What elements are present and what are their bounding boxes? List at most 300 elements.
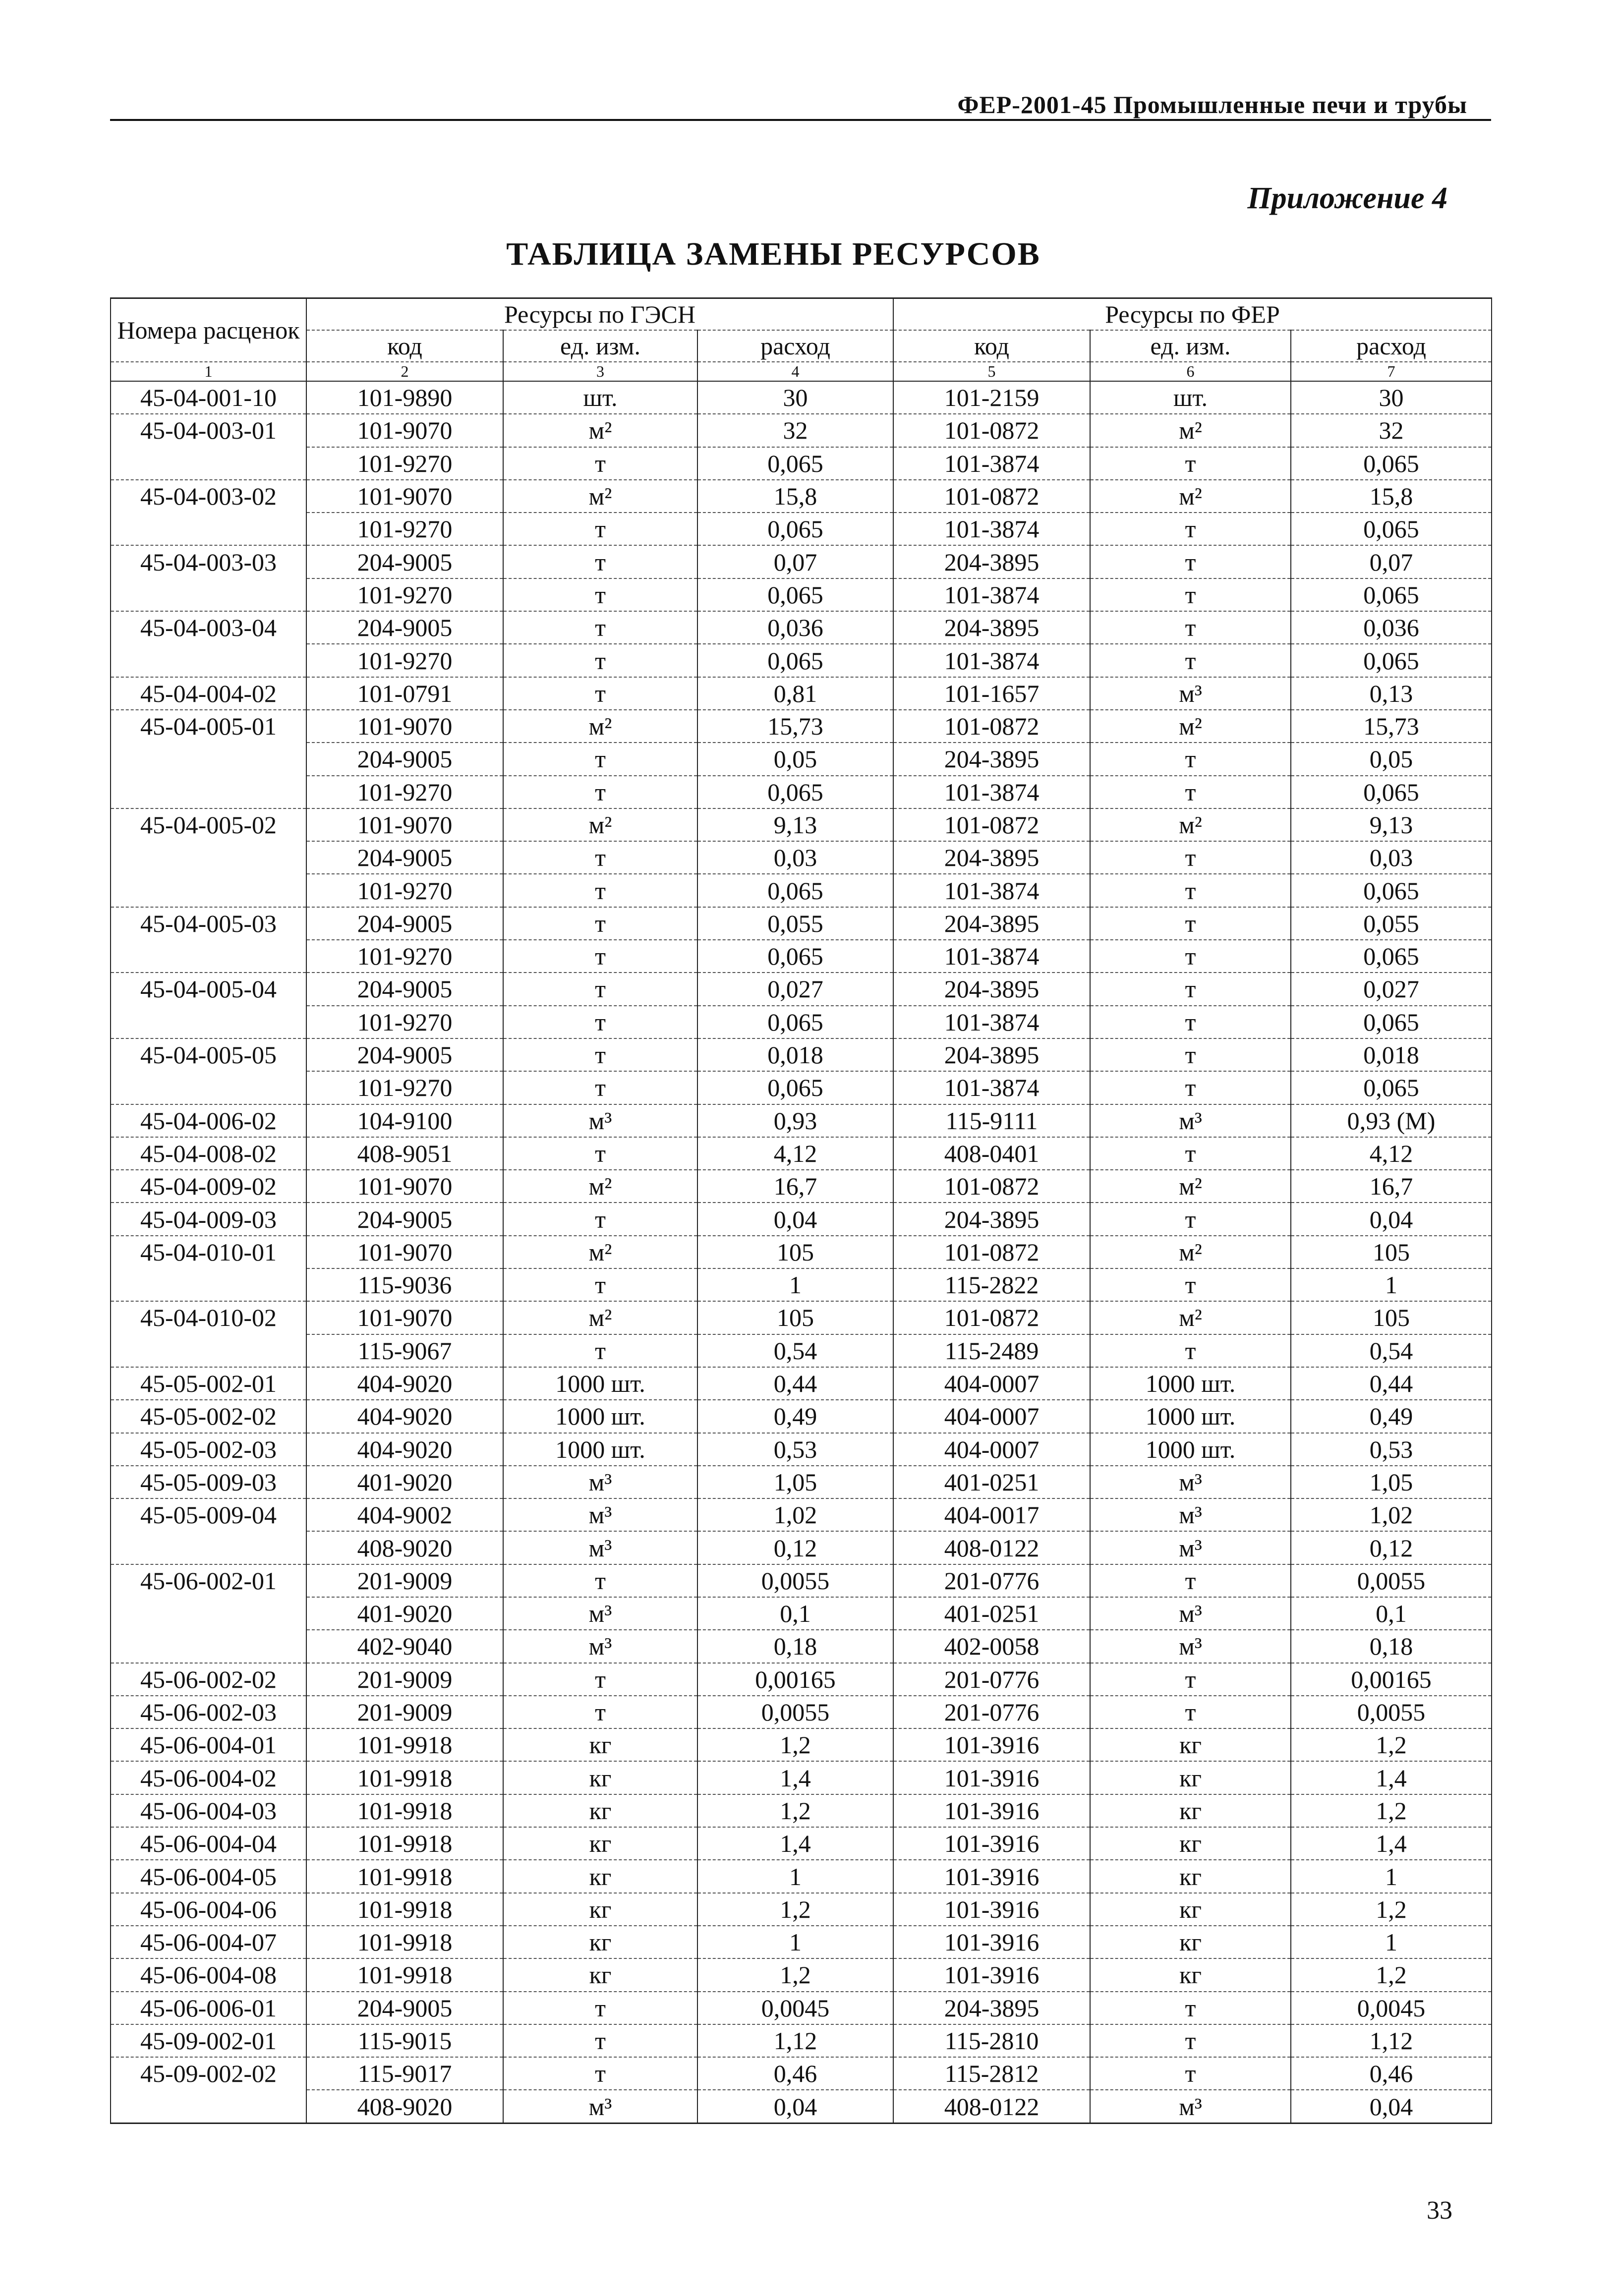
rate-code-cell: 45-04-005-03 <box>111 907 306 940</box>
gesn-consumption-cell: 0,03 <box>697 841 893 874</box>
table-row <box>111 1564 1492 1597</box>
gesn-unit-cell: т <box>503 644 697 677</box>
fer-consumption-cell: 0,04 <box>1291 1203 1492 1235</box>
gesn-unit-cell: т <box>503 1663 697 1696</box>
table-row <box>111 611 1492 644</box>
rate-code-cell: 45-06-004-04 <box>111 1827 306 1860</box>
fer-unit-cell: м³ <box>1090 1597 1291 1630</box>
gesn-unit-cell: м³ <box>503 2090 697 2123</box>
gesn-code-cell: 101-9918 <box>306 1761 503 1794</box>
fer-code-cell: 201-0776 <box>893 1564 1090 1597</box>
gesn-code-cell: 204-9005 <box>306 1038 503 1071</box>
gesn-unit-cell: м² <box>503 414 697 447</box>
fer-unit-cell: кг <box>1090 1827 1291 1860</box>
gesn-code-cell: 101-9918 <box>306 1860 503 1893</box>
fer-consumption-cell: 15,8 <box>1291 480 1492 513</box>
gesn-consumption-cell: 1,4 <box>697 1827 893 1860</box>
gesn-consumption-cell: 0,04 <box>697 2090 893 2123</box>
table-row <box>111 480 1492 513</box>
fer-unit-cell: т <box>1090 1137 1291 1170</box>
gesn-code-cell: 101-9270 <box>306 776 503 808</box>
gesn-code-cell: 101-9070 <box>306 710 503 743</box>
fer-code-cell: 408-0401 <box>893 1137 1090 1170</box>
gesn-unit-cell: т <box>503 1038 697 1071</box>
fer-code-cell: 101-3916 <box>893 1794 1090 1827</box>
rate-code-cell: 45-06-004-03 <box>111 1794 306 1827</box>
fer-code-cell: 204-3895 <box>893 973 1090 1005</box>
rate-code-cell: 45-04-005-01 <box>111 710 306 743</box>
rate-code-cell: 45-04-006-02 <box>111 1104 306 1137</box>
table-row <box>111 447 1492 480</box>
fer-code-cell: 204-3895 <box>893 1203 1090 1235</box>
fer-consumption-cell: 0,44 <box>1291 1367 1492 1400</box>
gesn-code-cell: 408-9020 <box>306 1531 503 1564</box>
gesn-code-cell: 115-9067 <box>306 1334 503 1367</box>
gesn-consumption-cell: 0,055 <box>697 907 893 940</box>
gesn-unit-cell: шт. <box>503 381 697 414</box>
table-row <box>111 874 1492 907</box>
gesn-unit-cell: м³ <box>503 1466 697 1498</box>
gesn-consumption-cell: 0,0055 <box>697 1564 893 1597</box>
gesn-consumption-cell: 1 <box>697 1926 893 1958</box>
gesn-unit-cell: т <box>503 776 697 808</box>
fer-code-cell: 115-2822 <box>893 1268 1090 1301</box>
table-row <box>111 1827 1492 1860</box>
fer-unit-cell: т <box>1090 1564 1291 1597</box>
fer-code-cell: 115-9111 <box>893 1104 1090 1137</box>
table-row <box>111 1992 1492 2024</box>
fer-consumption-cell: 1,4 <box>1291 1761 1492 1794</box>
fer-unit-cell: кг <box>1090 1761 1291 1794</box>
fer-code-cell: 115-2489 <box>893 1334 1090 1367</box>
gesn-code-cell: 104-9100 <box>306 1104 503 1137</box>
fer-unit-cell: м³ <box>1090 2090 1291 2123</box>
fer-consumption-cell: 1,12 <box>1291 2024 1492 2057</box>
fer-code-cell: 101-3874 <box>893 578 1090 611</box>
rate-code-cell <box>111 2090 306 2123</box>
gesn-consumption-cell: 0,53 <box>697 1433 893 1466</box>
gesn-unit-cell: м³ <box>503 1498 697 1531</box>
rate-code-cell: 45-05-002-01 <box>111 1367 306 1400</box>
gesn-unit-cell: т <box>503 1334 697 1367</box>
table-row <box>111 1268 1492 1301</box>
gesn-consumption-cell: 0,1 <box>697 1597 893 1630</box>
fer-code-cell: 101-0872 <box>893 1236 1090 1268</box>
gesn-code-cell: 204-9005 <box>306 1992 503 2024</box>
fer-consumption-cell: 1,05 <box>1291 1466 1492 1498</box>
gesn-code-cell: 101-9270 <box>306 1006 503 1038</box>
gesn-unit-cell: т <box>503 1071 697 1104</box>
fer-consumption-cell: 0,12 <box>1291 1531 1492 1564</box>
gesn-code-cell: 101-9270 <box>306 1071 503 1104</box>
fer-consumption-cell: 0,065 <box>1291 940 1492 973</box>
fer-consumption-cell: 15,73 <box>1291 710 1492 743</box>
gesn-unit-cell: кг <box>503 1893 697 1926</box>
fer-consumption-cell: 30 <box>1291 381 1492 414</box>
fer-consumption-cell: 0,065 <box>1291 513 1492 545</box>
rate-code-cell: 45-04-003-02 <box>111 480 306 513</box>
rate-code-cell: 45-05-002-03 <box>111 1433 306 1466</box>
table-row <box>111 1794 1492 1827</box>
rate-code-cell: 45-05-009-04 <box>111 1498 306 1531</box>
gesn-consumption-cell: 0,18 <box>697 1630 893 1663</box>
gesn-code-cell: 101-9070 <box>306 1170 503 1203</box>
gesn-unit-cell: т <box>503 447 697 480</box>
header-gesn-unit: ед. изм. <box>503 330 697 362</box>
gesn-code-cell: 101-9918 <box>306 1926 503 1958</box>
gesn-code-cell: 101-9270 <box>306 513 503 545</box>
fer-code-cell: 201-0776 <box>893 1696 1090 1728</box>
gesn-unit-cell: т <box>503 743 697 775</box>
table-row <box>111 1400 1492 1433</box>
fer-code-cell: 204-3895 <box>893 611 1090 644</box>
table-row <box>111 1466 1492 1498</box>
table-row <box>111 1367 1492 1400</box>
gesn-code-cell: 404-9002 <box>306 1498 503 1531</box>
rate-code-cell <box>111 1531 306 1564</box>
gesn-consumption-cell: 0,065 <box>697 874 893 907</box>
gesn-unit-cell: м² <box>503 1301 697 1334</box>
fer-code-cell: 204-3895 <box>893 1992 1090 2024</box>
gesn-unit-cell: м³ <box>503 1630 697 1663</box>
fer-consumption-cell: 0,00165 <box>1291 1663 1492 1696</box>
header-rule <box>110 119 1491 121</box>
gesn-code-cell: 101-9270 <box>306 940 503 973</box>
fer-consumption-cell: 0,0045 <box>1291 1992 1492 2024</box>
gesn-code-cell: 204-9005 <box>306 841 503 874</box>
gesn-unit-cell: т <box>503 2024 697 2057</box>
rate-code-cell: 45-06-006-01 <box>111 1992 306 2024</box>
resource-replacement-table <box>110 297 1492 2124</box>
fer-consumption-cell: 0,46 <box>1291 2057 1492 2090</box>
gesn-consumption-cell: 16,7 <box>697 1170 893 1203</box>
rate-code-cell: 45-04-005-02 <box>111 808 306 841</box>
gesn-code-cell: 408-9020 <box>306 2090 503 2123</box>
gesn-consumption-cell: 0,05 <box>697 743 893 775</box>
fer-code-cell: 101-3916 <box>893 1893 1090 1926</box>
rate-code-cell: 45-04-003-01 <box>111 414 306 447</box>
fer-code-cell: 101-3874 <box>893 1006 1090 1038</box>
fer-unit-cell: м³ <box>1090 1630 1291 1663</box>
fer-unit-cell: кг <box>1090 1860 1291 1893</box>
fer-consumption-cell: 1,02 <box>1291 1498 1492 1531</box>
gesn-consumption-cell: 105 <box>697 1236 893 1268</box>
table-row <box>111 414 1492 447</box>
fer-unit-cell: т <box>1090 874 1291 907</box>
gesn-unit-cell: м² <box>503 1236 697 1268</box>
gesn-unit-cell: т <box>503 611 697 644</box>
fer-code-cell: 101-3916 <box>893 1860 1090 1893</box>
gesn-unit-cell: кг <box>503 1761 697 1794</box>
fer-consumption-cell: 0,18 <box>1291 1630 1492 1663</box>
gesn-unit-cell: т <box>503 1564 697 1597</box>
gesn-unit-cell: т <box>503 2057 697 2090</box>
fer-consumption-cell: 1 <box>1291 1268 1492 1301</box>
rate-code-cell <box>111 1268 306 1301</box>
fer-code-cell: 101-3916 <box>893 1761 1090 1794</box>
fer-consumption-cell: 0,93 (М) <box>1291 1104 1492 1137</box>
fer-consumption-cell: 0,065 <box>1291 447 1492 480</box>
fer-unit-cell: 1000 шт. <box>1090 1400 1291 1433</box>
gesn-code-cell: 101-9270 <box>306 578 503 611</box>
gesn-consumption-cell: 1 <box>697 1860 893 1893</box>
gesn-code-cell: 404-9020 <box>306 1433 503 1466</box>
fer-code-cell: 404-0007 <box>893 1367 1090 1400</box>
gesn-unit-cell: кг <box>503 1827 697 1860</box>
fer-code-cell: 101-0872 <box>893 1301 1090 1334</box>
fer-unit-cell: м³ <box>1090 1466 1291 1498</box>
fer-consumption-cell: 0,04 <box>1291 2090 1492 2123</box>
gesn-code-cell: 101-9918 <box>306 1958 503 1991</box>
column-number: 3 <box>503 362 697 381</box>
gesn-consumption-cell: 15,73 <box>697 710 893 743</box>
fer-unit-cell: кг <box>1090 1794 1291 1827</box>
fer-consumption-cell: 0,05 <box>1291 743 1492 775</box>
fer-consumption-cell: 0,0055 <box>1291 1564 1492 1597</box>
gesn-consumption-cell: 0,54 <box>697 1334 893 1367</box>
fer-consumption-cell: 1,2 <box>1291 1893 1492 1926</box>
fer-code-cell: 204-3895 <box>893 743 1090 775</box>
gesn-consumption-cell: 0,44 <box>697 1367 893 1400</box>
column-number: 2 <box>306 362 503 381</box>
fer-consumption-cell: 4,12 <box>1291 1137 1492 1170</box>
fer-code-cell: 404-0007 <box>893 1433 1090 1466</box>
fer-unit-cell: м² <box>1090 1236 1291 1268</box>
page-header-title: ФЕР-2001-45 Промышленные печи и трубы <box>957 91 1467 118</box>
gesn-consumption-cell: 0,065 <box>697 776 893 808</box>
gesn-unit-cell: т <box>503 545 697 578</box>
fer-code-cell: 404-0017 <box>893 1498 1090 1531</box>
table-row <box>111 1630 1492 1663</box>
table-row <box>111 1926 1492 1958</box>
fer-consumption-cell: 105 <box>1291 1236 1492 1268</box>
table-row <box>111 1137 1492 1170</box>
gesn-code-cell: 101-9918 <box>306 1794 503 1827</box>
gesn-code-cell: 401-9020 <box>306 1597 503 1630</box>
gesn-code-cell: 101-9270 <box>306 874 503 907</box>
fer-unit-cell: т <box>1090 1992 1291 2024</box>
rate-code-cell: 45-05-002-02 <box>111 1400 306 1433</box>
rate-code-cell: 45-04-005-04 <box>111 973 306 1005</box>
fer-unit-cell: т <box>1090 940 1291 973</box>
fer-unit-cell: т <box>1090 743 1291 775</box>
gesn-unit-cell: кг <box>503 1794 697 1827</box>
fer-unit-cell: т <box>1090 1334 1291 1367</box>
gesn-unit-cell: т <box>503 907 697 940</box>
gesn-unit-cell: т <box>503 1696 697 1728</box>
fer-unit-cell: т <box>1090 513 1291 545</box>
fer-code-cell: 101-3874 <box>893 644 1090 677</box>
fer-unit-cell: м² <box>1090 1170 1291 1203</box>
gesn-consumption-cell: 0,0045 <box>697 1992 893 2024</box>
table-row <box>111 2057 1492 2090</box>
table-row <box>111 1203 1492 1235</box>
rate-code-cell <box>111 1597 306 1630</box>
gesn-consumption-cell: 1,4 <box>697 1761 893 1794</box>
rate-code-cell <box>111 874 306 907</box>
gesn-code-cell: 101-9070 <box>306 808 503 841</box>
rate-code-cell: 45-04-003-03 <box>111 545 306 578</box>
gesn-code-cell: 101-9070 <box>306 480 503 513</box>
fer-unit-cell: шт. <box>1090 381 1291 414</box>
gesn-code-cell: 101-9918 <box>306 1827 503 1860</box>
fer-consumption-cell: 0,53 <box>1291 1433 1492 1466</box>
fer-code-cell: 401-0251 <box>893 1597 1090 1630</box>
fer-consumption-cell: 1,2 <box>1291 1728 1492 1761</box>
fer-consumption-cell: 0,07 <box>1291 545 1492 578</box>
gesn-consumption-cell: 0,065 <box>697 513 893 545</box>
gesn-unit-cell: м² <box>503 710 697 743</box>
rate-code-cell <box>111 940 306 973</box>
gesn-unit-cell: м² <box>503 808 697 841</box>
fer-unit-cell: м² <box>1090 1301 1291 1334</box>
fer-consumption-cell: 0,0055 <box>1291 1696 1492 1728</box>
gesn-code-cell: 408-9051 <box>306 1137 503 1170</box>
fer-unit-cell: м³ <box>1090 1498 1291 1531</box>
fer-code-cell: 204-3895 <box>893 1038 1090 1071</box>
fer-unit-cell: т <box>1090 2057 1291 2090</box>
gesn-consumption-cell: 1,2 <box>697 1794 893 1827</box>
gesn-unit-cell: т <box>503 874 697 907</box>
gesn-code-cell: 101-0791 <box>306 677 503 710</box>
fer-unit-cell: т <box>1090 973 1291 1005</box>
gesn-unit-cell: т <box>503 940 697 973</box>
table-row <box>111 743 1492 775</box>
fer-unit-cell: т <box>1090 1038 1291 1071</box>
table-row <box>111 1433 1492 1466</box>
table-row <box>111 1498 1492 1531</box>
fer-consumption-cell: 1,2 <box>1291 1794 1492 1827</box>
fer-code-cell: 204-3895 <box>893 841 1090 874</box>
gesn-unit-cell: т <box>503 1992 697 2024</box>
gesn-consumption-cell: 15,8 <box>697 480 893 513</box>
table-row <box>111 545 1492 578</box>
column-number: 4 <box>697 362 893 381</box>
gesn-consumption-cell: 1,2 <box>697 1893 893 1926</box>
header-gesn-code: код <box>306 330 503 362</box>
gesn-consumption-cell: 1,05 <box>697 1466 893 1498</box>
gesn-code-cell: 204-9005 <box>306 907 503 940</box>
gesn-consumption-cell: 0,018 <box>697 1038 893 1071</box>
rate-code-cell: 45-06-004-07 <box>111 1926 306 1958</box>
gesn-code-cell: 201-9009 <box>306 1663 503 1696</box>
fer-consumption-cell: 0,018 <box>1291 1038 1492 1071</box>
fer-code-cell: 101-3874 <box>893 874 1090 907</box>
fer-unit-cell: т <box>1090 1663 1291 1696</box>
gesn-consumption-cell: 9,13 <box>697 808 893 841</box>
table-row <box>111 513 1492 545</box>
gesn-unit-cell: т <box>503 513 697 545</box>
gesn-unit-cell: т <box>503 578 697 611</box>
fer-code-cell: 101-3874 <box>893 513 1090 545</box>
fer-consumption-cell: 0,065 <box>1291 1006 1492 1038</box>
table-row <box>111 1893 1492 1926</box>
fer-code-cell: 204-3895 <box>893 907 1090 940</box>
table-row <box>111 2024 1492 2057</box>
rate-code-cell: 45-04-009-02 <box>111 1170 306 1203</box>
gesn-unit-cell: кг <box>503 1958 697 1991</box>
fer-unit-cell: м³ <box>1090 1104 1291 1137</box>
fer-code-cell: 408-0122 <box>893 2090 1090 2123</box>
fer-consumption-cell: 32 <box>1291 414 1492 447</box>
gesn-code-cell: 101-9070 <box>306 414 503 447</box>
fer-unit-cell: т <box>1090 1006 1291 1038</box>
fer-consumption-cell: 105 <box>1291 1301 1492 1334</box>
gesn-code-cell: 402-9040 <box>306 1630 503 1663</box>
fer-unit-cell: т <box>1090 2024 1291 2057</box>
fer-consumption-cell: 1 <box>1291 1926 1492 1958</box>
fer-code-cell: 101-3874 <box>893 940 1090 973</box>
fer-code-cell: 101-3874 <box>893 447 1090 480</box>
fer-unit-cell: т <box>1090 1696 1291 1728</box>
rate-code-cell: 45-05-009-03 <box>111 1466 306 1498</box>
fer-consumption-cell: 1,2 <box>1291 1958 1492 1991</box>
rate-code-cell: 45-06-004-06 <box>111 1893 306 1926</box>
gesn-unit-cell: т <box>503 1006 697 1038</box>
rate-code-cell <box>111 513 306 545</box>
fer-unit-cell: кг <box>1090 1958 1291 1991</box>
fer-unit-cell: м³ <box>1090 677 1291 710</box>
gesn-unit-cell: т <box>503 1203 697 1235</box>
rate-code-cell <box>111 776 306 808</box>
fer-unit-cell: т <box>1090 611 1291 644</box>
table-row <box>111 1170 1492 1203</box>
fer-unit-cell: т <box>1090 447 1291 480</box>
page-number: 33 <box>1427 2196 1452 2225</box>
fer-unit-cell: т <box>1090 907 1291 940</box>
gesn-consumption-cell: 105 <box>697 1301 893 1334</box>
header-fer-code: код <box>893 330 1090 362</box>
rate-code-cell: 45-04-003-04 <box>111 611 306 644</box>
fer-code-cell: 101-0872 <box>893 1170 1090 1203</box>
gesn-consumption-cell: 1,2 <box>697 1958 893 1991</box>
gesn-code-cell: 204-9005 <box>306 1203 503 1235</box>
fer-consumption-cell: 0,065 <box>1291 776 1492 808</box>
table-row <box>111 776 1492 808</box>
rate-code-cell: 45-06-002-01 <box>111 1564 306 1597</box>
gesn-consumption-cell: 0,81 <box>697 677 893 710</box>
fer-unit-cell: т <box>1090 841 1291 874</box>
fer-unit-cell: кг <box>1090 1926 1291 1958</box>
rate-code-cell: 45-09-002-01 <box>111 2024 306 2057</box>
gesn-unit-cell: 1000 шт. <box>503 1433 697 1466</box>
gesn-consumption-cell: 0,065 <box>697 1071 893 1104</box>
gesn-unit-cell: 1000 шт. <box>503 1400 697 1433</box>
fer-code-cell: 115-2810 <box>893 2024 1090 2057</box>
rate-code-cell: 45-06-002-03 <box>111 1696 306 1728</box>
fer-unit-cell: м³ <box>1090 1531 1291 1564</box>
fer-code-cell: 401-0251 <box>893 1466 1090 1498</box>
gesn-consumption-cell: 1,12 <box>697 2024 893 2057</box>
gesn-consumption-cell: 32 <box>697 414 893 447</box>
gesn-code-cell: 101-9890 <box>306 381 503 414</box>
rate-code-cell: 45-04-004-02 <box>111 677 306 710</box>
fer-unit-cell: м² <box>1090 710 1291 743</box>
table-row <box>111 1860 1492 1893</box>
table-row <box>111 907 1492 940</box>
gesn-unit-cell: м² <box>503 1170 697 1203</box>
rate-code-cell: 45-04-008-02 <box>111 1137 306 1170</box>
fer-unit-cell: м² <box>1090 480 1291 513</box>
table-row <box>111 1531 1492 1564</box>
fer-code-cell: 408-0122 <box>893 1531 1090 1564</box>
column-number: 5 <box>893 362 1090 381</box>
fer-code-cell: 101-0872 <box>893 710 1090 743</box>
fer-consumption-cell: 1,4 <box>1291 1827 1492 1860</box>
header-fer-consumption: расход <box>1291 330 1492 362</box>
fer-unit-cell: кг <box>1090 1893 1291 1926</box>
gesn-code-cell: 101-9918 <box>306 1893 503 1926</box>
